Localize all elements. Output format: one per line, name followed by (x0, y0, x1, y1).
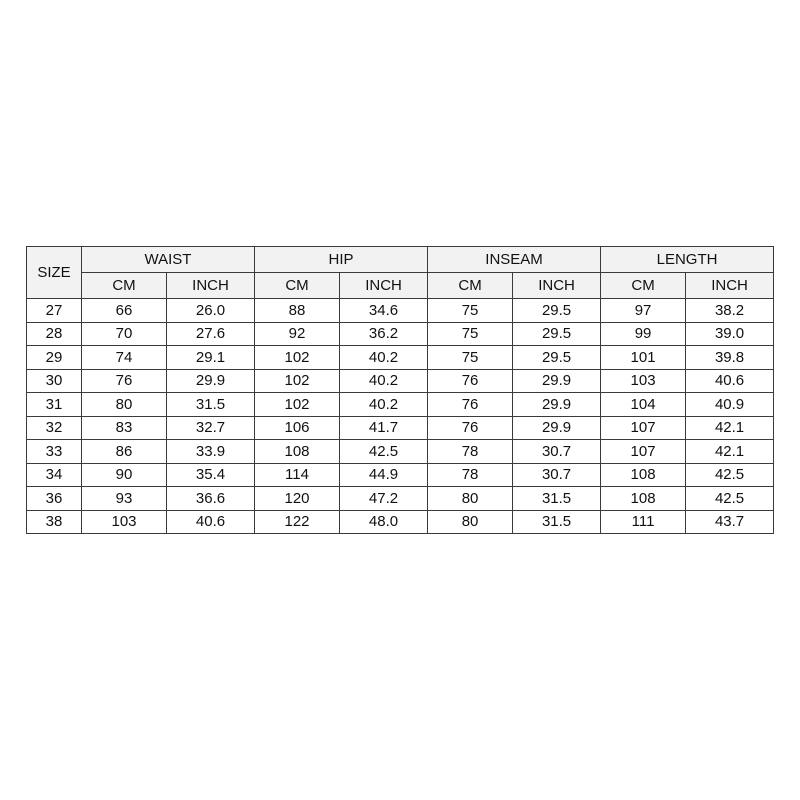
group-header-row (27, 247, 774, 273)
inseam-inch-cell: 29.9 (513, 369, 601, 393)
inseam-cm-header: CM (428, 273, 513, 299)
waist-cm-cell: 90 (82, 463, 167, 487)
size-cell: 29 (27, 346, 82, 370)
waist-cm-cell: 76 (82, 369, 167, 393)
hip-inch-cell: 40.2 (340, 346, 428, 370)
hip-cm-cell: 122 (255, 510, 340, 534)
size-cell: 32 (27, 416, 82, 440)
hip-inch-cell: 41.7 (340, 416, 428, 440)
hip-cm-cell: 102 (255, 369, 340, 393)
table-row (27, 416, 774, 440)
hip-inch-cell: 40.2 (340, 369, 428, 393)
table-row (27, 510, 774, 534)
waist-cm-cell: 70 (82, 322, 167, 346)
hip-inch-cell: 36.2 (340, 322, 428, 346)
waist-inch-cell: 27.6 (167, 322, 255, 346)
table-row (27, 440, 774, 464)
waist-cm-header: CM (82, 273, 167, 299)
size-cell: 34 (27, 463, 82, 487)
waist-cm-cell: 80 (82, 393, 167, 417)
waist-inch-cell: 26.0 (167, 299, 255, 323)
length-cm-cell: 104 (601, 393, 686, 417)
inseam-cm-cell: 78 (428, 440, 513, 464)
length-inch-header: INCH (686, 273, 774, 299)
waist-inch-cell: 31.5 (167, 393, 255, 417)
length-cm-cell: 97 (601, 299, 686, 323)
inseam-cm-cell: 80 (428, 510, 513, 534)
size-cell: 31 (27, 393, 82, 417)
table-row (27, 299, 774, 323)
unit-header-row (27, 273, 774, 299)
hip-cm-cell: 120 (255, 487, 340, 511)
hip-inch-cell: 34.6 (340, 299, 428, 323)
waist-cm-cell: 93 (82, 487, 167, 511)
inseam-header: INSEAM (428, 247, 601, 273)
table-row (27, 369, 774, 393)
hip-header: HIP (255, 247, 428, 273)
hip-cm-cell: 108 (255, 440, 340, 464)
size-cell: 27 (27, 299, 82, 323)
waist-inch-cell: 40.6 (167, 510, 255, 534)
hip-inch-cell: 44.9 (340, 463, 428, 487)
hip-cm-cell: 106 (255, 416, 340, 440)
table-row (27, 487, 774, 511)
inseam-inch-cell: 31.5 (513, 510, 601, 534)
inseam-inch-cell: 29.5 (513, 299, 601, 323)
table-row (27, 393, 774, 417)
size-rows (27, 299, 774, 534)
length-inch-cell: 42.1 (686, 440, 774, 464)
length-inch-cell: 42.5 (686, 487, 774, 511)
inseam-inch-cell: 30.7 (513, 463, 601, 487)
length-cm-header: CM (601, 273, 686, 299)
size-chart-table (26, 246, 774, 534)
length-inch-cell: 42.1 (686, 416, 774, 440)
size-cell: 38 (27, 510, 82, 534)
size-cell: 36 (27, 487, 82, 511)
size-cell: 28 (27, 322, 82, 346)
inseam-inch-header: INCH (513, 273, 601, 299)
inseam-inch-cell: 30.7 (513, 440, 601, 464)
length-cm-cell: 107 (601, 416, 686, 440)
waist-cm-cell: 103 (82, 510, 167, 534)
hip-cm-cell: 114 (255, 463, 340, 487)
inseam-cm-cell: 76 (428, 416, 513, 440)
hip-inch-cell: 47.2 (340, 487, 428, 511)
hip-cm-cell: 88 (255, 299, 340, 323)
inseam-inch-cell: 29.9 (513, 416, 601, 440)
waist-inch-cell: 29.1 (167, 346, 255, 370)
inseam-inch-cell: 29.9 (513, 393, 601, 417)
inseam-inch-cell: 29.5 (513, 346, 601, 370)
waist-inch-cell: 29.9 (167, 369, 255, 393)
length-cm-cell: 99 (601, 322, 686, 346)
waist-inch-header: INCH (167, 273, 255, 299)
waist-cm-cell: 74 (82, 346, 167, 370)
length-cm-cell: 108 (601, 487, 686, 511)
waist-inch-cell: 33.9 (167, 440, 255, 464)
waist-inch-cell: 32.7 (167, 416, 255, 440)
hip-cm-header: CM (255, 273, 340, 299)
size-header: SIZE (27, 247, 82, 299)
waist-cm-cell: 83 (82, 416, 167, 440)
inseam-cm-cell: 76 (428, 393, 513, 417)
inseam-cm-cell: 76 (428, 369, 513, 393)
length-inch-cell: 40.9 (686, 393, 774, 417)
hip-cm-cell: 102 (255, 346, 340, 370)
inseam-cm-cell: 75 (428, 346, 513, 370)
hip-inch-header: INCH (340, 273, 428, 299)
length-cm-cell: 108 (601, 463, 686, 487)
waist-inch-cell: 35.4 (167, 463, 255, 487)
hip-inch-cell: 40.2 (340, 393, 428, 417)
table-row (27, 322, 774, 346)
length-inch-cell: 39.0 (686, 322, 774, 346)
waist-header: WAIST (82, 247, 255, 273)
inseam-cm-cell: 75 (428, 322, 513, 346)
inseam-inch-cell: 29.5 (513, 322, 601, 346)
size-cell: 30 (27, 369, 82, 393)
length-inch-cell: 38.2 (686, 299, 774, 323)
hip-inch-cell: 48.0 (340, 510, 428, 534)
inseam-cm-cell: 80 (428, 487, 513, 511)
length-cm-cell: 107 (601, 440, 686, 464)
hip-cm-cell: 102 (255, 393, 340, 417)
length-cm-cell: 101 (601, 346, 686, 370)
length-header: LENGTH (601, 247, 774, 273)
hip-cm-cell: 92 (255, 322, 340, 346)
table-row (27, 346, 774, 370)
inseam-inch-cell: 31.5 (513, 487, 601, 511)
inseam-cm-cell: 75 (428, 299, 513, 323)
length-inch-cell: 39.8 (686, 346, 774, 370)
hip-inch-cell: 42.5 (340, 440, 428, 464)
length-inch-cell: 40.6 (686, 369, 774, 393)
waist-inch-cell: 36.6 (167, 487, 255, 511)
length-inch-cell: 43.7 (686, 510, 774, 534)
size-cell: 33 (27, 440, 82, 464)
waist-cm-cell: 66 (82, 299, 167, 323)
table-row (27, 463, 774, 487)
inseam-cm-cell: 78 (428, 463, 513, 487)
length-cm-cell: 103 (601, 369, 686, 393)
waist-cm-cell: 86 (82, 440, 167, 464)
length-cm-cell: 111 (601, 510, 686, 534)
length-inch-cell: 42.5 (686, 463, 774, 487)
